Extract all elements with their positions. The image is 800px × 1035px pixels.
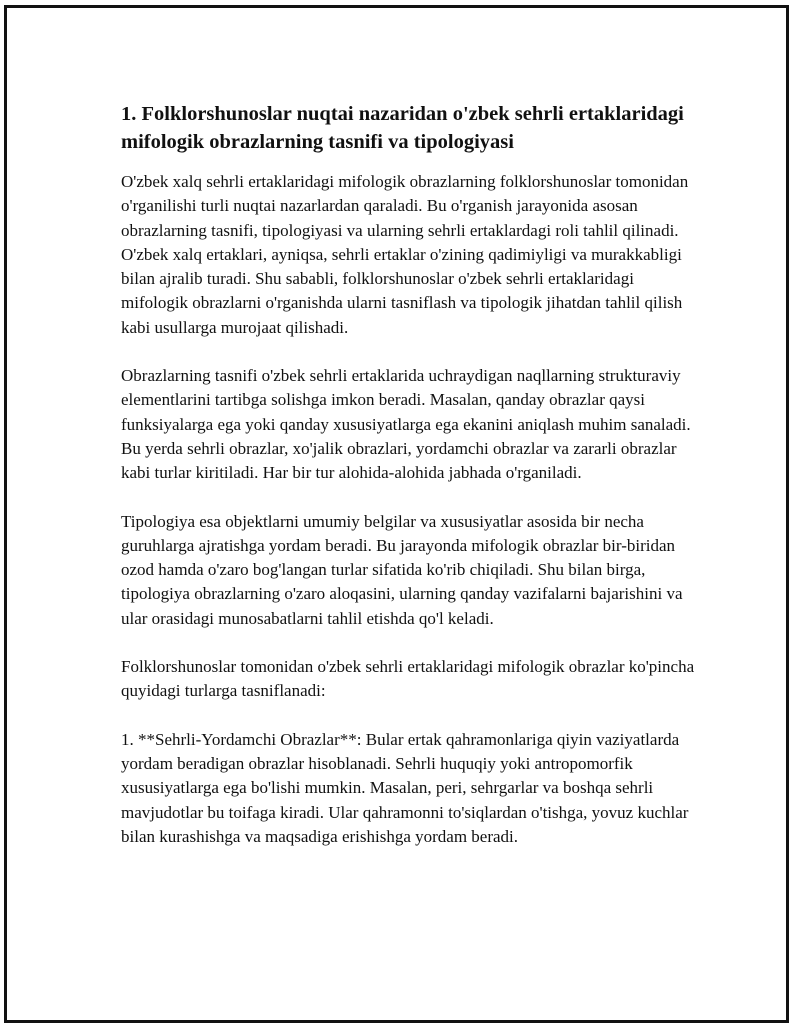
paragraph-list-item-1: 1. **Sehrli-Yordamchi Obrazlar**: Bular ertak qahramonlariga qiyin vaziyatlarda yordam beradigan obrazlar hisoblanadi. Sehrli huquqiy yoki antropomorfik xususiyatlarga ega bo'lishi mumkin. Masalan, peri, sehrgarlar va boshqa sehrli mavjudotlar bu toifaga kiradi. Ular qahramonni to'siqlardan o'tishga, yovuz kuchlar bilan kurashishga va maqsadiga erishishga yordam beradi.	[121, 729, 689, 846]
paragraph-intro: O'zbek xalq sehrli ertaklaridagi mifologik obrazlarning folklorshunoslar tomonidan o'rganilishi turli nuqtai nazarlardan qaraladi. Bu o'rganish jarayonida asosan obrazlarning tasnifi, tipologiyasi va ularning sehrli ertaklardagi roli tahlil qilinadi. O'zbek xalq ertaklari, ayniqsa, sehrli ertaklar o'zining qadimiyligi va murakkabligi bilan ajralib turadi. Shu sababli, folklorshunoslar o'zbek sehrli ertaklaridagi mifologik obrazlarni o'rganishda ularni tasniflash va tipologik jihatdan tahlil qilish kabi usullarga murojaat qilishadi.	[121, 172, 689, 337]
page-frame	[4, 5, 789, 1023]
section-heading: 1. Folklorshunoslar nuqtai nazaridan o'zbek sehrli ertaklaridagi mifologik obrazlarning tasnifi va tipologiyasi	[121, 103, 684, 153]
document-body	[121, 100, 701, 873]
paragraph-typology: Tipologiya esa objektlarni umumiy belgilar va xususiyatlar asosida bir necha guruhlarga ajratishga yordam beradi. Bu jarayonda mifologik obrazlar bir-biridan ozod hamda o'zaro bog'langan turlar sifatida ko'rib chiqiladi. Shu bilan birga, tipologiya obrazlarning o'zaro aloqasini, ularning qanday vazifalarni bajarishini va ular orasidagi munosabatlarni tahlil etishda qo'l keladi.	[121, 511, 683, 628]
paragraph-classification: Obrazlarning tasnifi o'zbek sehrli ertaklarida uchraydigan naqllarning strukturaviy elementlarini tartibga solishga imkon beradi. Masalan, qanday obrazlar qaysi funksiyalarga ega yoki qanday xususiyatlarga ega ekanini aniqlash muhim sanaladi. Bu yerda sehrli obrazlar, xo'jalik obrazlari, yordamchi obrazlar va zararli obrazlar kabi turlar kiritiladi. Har bir tur alohida-alohida jabhada o'rganiladi.	[121, 366, 691, 483]
paragraph-types-intro: Folklorshunoslar tomonidan o'zbek sehrli ertaklaridagi mifologik obrazlar ko'pincha quyidagi turlarga tasniflanadi:	[121, 657, 695, 701]
